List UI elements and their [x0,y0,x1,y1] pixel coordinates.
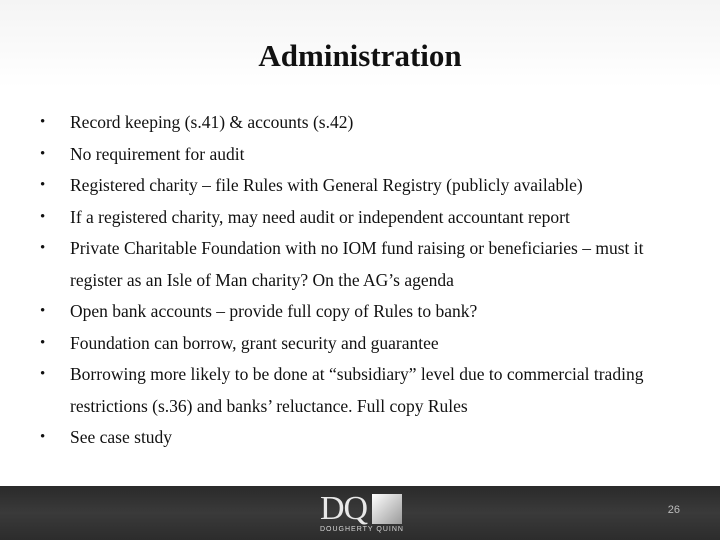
logo-text: DOUGHERTY QUINN [320,526,404,533]
page-number: 26 [667,504,680,516]
bullet-text: No requirement for audit [70,143,245,164]
bullet-item [40,139,690,171]
bullet-dot: • [40,145,46,162]
bullet-item [40,233,690,296]
bullet-dot: • [40,429,46,445]
bullet-dot: • [40,240,46,256]
bullet-item [40,170,690,202]
bullet-item [40,359,690,422]
logo-square-icon [372,494,402,524]
bullet-text: If a registered charity, may need audit or independent accountant report [70,206,570,227]
bullet-item [40,107,690,139]
bullet-list [40,107,690,454]
bullet-dot: • [40,114,46,130]
bullet-item [40,296,690,328]
bullet-text: Borrowing more likely to be done at “subsidiary” level due to commercial trading restrictions (s.36) and banks’ reluctance. Full copy Rules [70,364,644,416]
bullet-text: Open bank accounts – provide full copy of Rules to bank? [70,301,478,321]
bullet-text: See case study [70,427,173,447]
bullet-text: Record keeping (s.41) & accounts (s.42) [70,112,354,132]
bullet-item [40,202,690,234]
bullet-dot: • [40,334,46,351]
bullet-dot: • [40,177,46,193]
bullet-item [40,328,690,360]
bullet-text: Private Charitable Foundation with no IOM fund raising or beneficiaries – must it register as an Isle of Man charity? On the AG’s agenda [70,238,644,290]
bullet-item [40,422,690,454]
bullet-dot: • [40,366,46,382]
bullet-dot: • [40,208,46,225]
bullet-dot: • [40,303,46,319]
slide-title: Administration [258,38,462,73]
bullet-text: Registered charity – file Rules with General Registry (publicly available) [70,175,583,195]
bullet-text: Foundation can borrow, grant security and guarantee [70,332,439,353]
company-logo [320,490,406,536]
logo-mark: DQ [320,490,368,527]
